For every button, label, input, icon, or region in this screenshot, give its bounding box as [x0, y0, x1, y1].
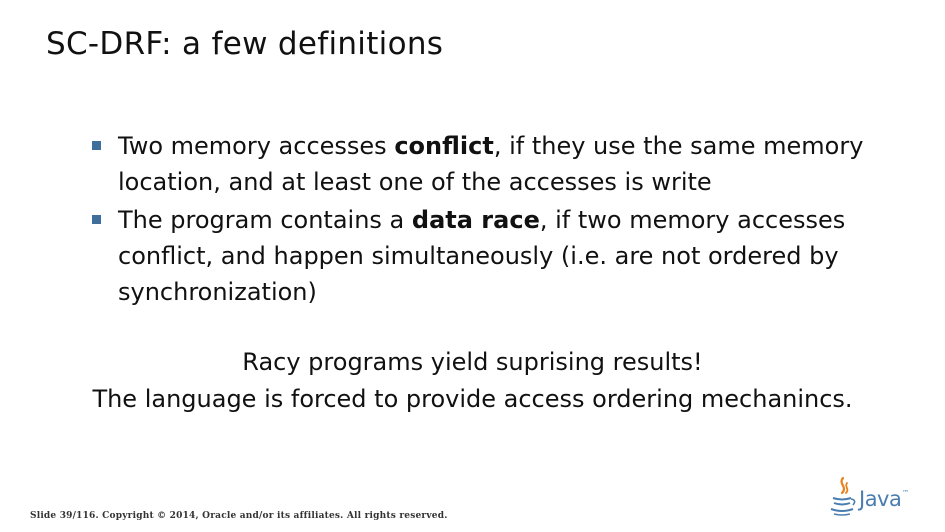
term-data-race: data race [411, 206, 540, 234]
java-logo [828, 476, 908, 518]
trademark-symbol: ™ [902, 489, 909, 497]
java-logo-text: Java [859, 487, 902, 511]
closing-statement [0, 344, 945, 418]
definition-list [90, 128, 870, 312]
slide-footer: Slide 39/116. Copyright © 2014, Oracle and/or its affiliates. All rights reserved. [30, 511, 448, 521]
square-bullet-icon [92, 215, 101, 224]
list-item-conflict [90, 128, 870, 200]
bullet-text-pre: The program contains a [118, 206, 412, 234]
bullet-text-post: , if they use the same memory location, and at least one of the accesses is write [118, 132, 864, 196]
java-coffee-cup-icon [828, 476, 858, 518]
list-item-data-race [90, 202, 870, 310]
term-conflict: conflict [394, 132, 494, 160]
bullet-text-post: , if two memory accesses conflict, and happen simultaneously (i.e. are not ordered by synchronization) [118, 206, 846, 306]
closing-line-1: Racy programs yield suprising results! [242, 348, 703, 376]
bullet-text-pre: Two memory accesses [118, 132, 395, 160]
slide-title: SC-DRF: a few definitions [46, 26, 444, 62]
square-bullet-icon [92, 141, 101, 150]
closing-line-2: The language is forced to provide access ordering mechanincs. [92, 385, 853, 413]
